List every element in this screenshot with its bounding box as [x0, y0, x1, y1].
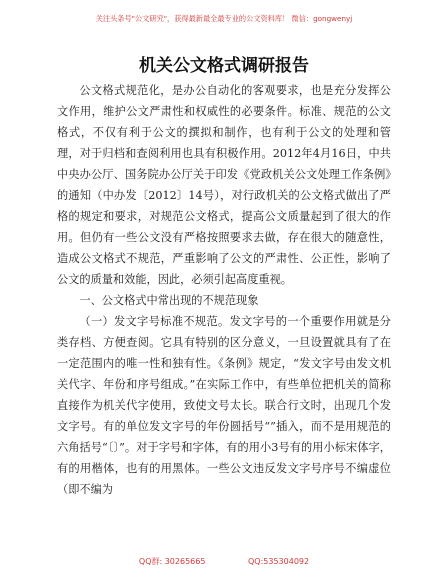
page-footer [0, 556, 448, 567]
page-header-note: 关注头条号"公文研究"，获得最新最全最专业的公文资料库！ 微信：gongwenyj [95, 14, 353, 23]
paragraph-doc-number: （一）发文字号标准不规范。发文字号的一个重要作用就是分类存档、方便查阅。它具有特别的区分意义，一旦设置就具有了在一定范围内的唯一性和独有性。《条例》规定，“发文字号由发文机关代字、年份和序号组成。”在实际工作中，有些单位把机关的简称直接作为机关代字使用，致使文号太长。联合行文时，出现几个发文字号。有的单位发文字号的年份圆括号“”插入，而不是用规范的六角括号“〔〕”。对于字号和字体，有的用小3号有的用小标宋体字，有的用楷体，也有的用黑体。一些公文违反发文字号序号不编虚位（即不编为 [57, 315, 391, 496]
paragraph-intro: 公文格式规范化，是办公自动化的客观要求，也是充分发挥公文作用，维护公文严肃性和权威性的必要条件。标准、规范的公文格式，不仅有利于公文的撰拟和制作，也有利于公文的处理和管理，对于归档和查阅利用也具有积极作用。2012年4月16日，中共中央办公厅、国务院办公厅关于印发《党政机关公文处理工作条例》的通知（中办发〔2012〕14号），对行政机关的公文格式做出了严格的规定和要求，对规范公文格式，提高公文质量起到了很大的作用。但仍有一些公文没有严格按照要求去做，存在很大的随意性，造成公文格式不规范，严重影响了公文的严肃性、公正性，影响了公文的质量和效能，因此，必须引起高度重视。 [57, 84, 391, 286]
section-heading-1: 一、公文格式中常出现的不规范现象 [79, 294, 259, 307]
footer-qq: QQ:535304092 [248, 557, 310, 566]
document-title: 机关公文格式调研报告 [139, 56, 309, 76]
footer-qq-group: QQ群: 30265665 [138, 557, 206, 566]
document-body [57, 80, 391, 500]
